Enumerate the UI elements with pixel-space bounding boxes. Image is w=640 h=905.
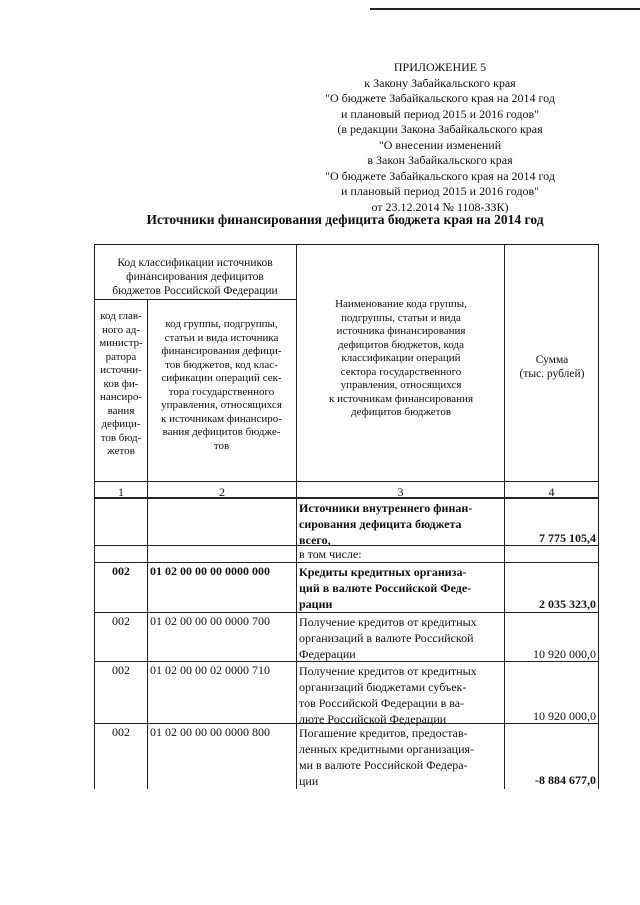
header-admin-code [95,310,147,459]
header-line: дефици- [101,418,141,430]
appendix-line: ПРИЛОЖЕНИЕ 5 [393,60,487,74]
row-admin-code: 002 [112,725,130,739]
header-line: статьи и вида источника [164,331,279,344]
appendix-header [300,60,580,215]
header-line: дефицитов бюджетов [350,406,452,418]
row-amount: 2 035 323,0 [539,597,596,611]
row-amount: 10 920 000,0 [533,709,596,723]
row-admin-code: 002 [112,663,130,677]
appendix-line: в Закон Забайкальского края [367,153,513,167]
grid-line [94,481,599,482]
name-line: тов Российской Федерации в ва- [299,696,465,710]
grid-line [94,299,296,300]
name-line: рации [299,597,333,611]
header-line: источни- [100,364,142,376]
header-line: ного ад- [101,323,141,336]
header-amount [506,353,598,381]
grid-line [94,612,599,613]
name-line: Федерации [299,647,356,661]
appendix-line: и плановый период 2015 и 2016 годов" [340,106,540,121]
name-line: сирования дефицита бюджета [299,517,462,531]
header-line: к источникам финансиро- [161,412,282,425]
header-line: бюджетов Российской Федерации [112,285,278,297]
row-name [299,546,504,562]
header-line: классификации операций [341,352,461,364]
appendix-line: "О бюджете Забайкальского края на 2014 год [325,91,555,105]
name-line: ции [299,774,319,788]
name-line: Получение кредитов от кредитных [299,615,477,629]
row-group-code: 01 02 00 00 02 0000 710 [150,663,270,677]
name-line: всего, [299,533,331,547]
top-rule [370,8,640,10]
name-line: ций в валюте Российской Феде- [299,581,472,595]
header-line: Наименование кода группы, [335,298,467,310]
appendix-line: (в редакции Закона Забайкальского края [337,122,543,136]
header-line: код группы, подгруппы, [165,318,278,330]
header-line: ратора [105,350,137,363]
header-line: ков фи- [103,377,139,390]
grid-line [94,244,599,245]
row-name [299,500,504,548]
header-line: Код классификации источников [117,257,273,269]
row-name [299,614,504,662]
name-line: организаций в валюте Российской [299,631,474,645]
header-line: финансирования дефицитов [126,271,264,283]
appendix-line: "О бюджете Забайкальского края на 2014 год [325,168,555,183]
header-line: управления, относящихся [340,379,462,391]
name-line: ленных кредитными организация- [299,742,475,756]
grid-line [94,562,599,563]
row-admin-code: 002 [112,614,130,628]
header-line: Сумма [535,354,569,366]
header-line: управления, относящихся [161,399,282,411]
header-line: сификации операций сек- [161,372,282,384]
grid-line [296,244,297,789]
document-title: Источники финансирования дефицита бюджета края на 2014 год [146,212,544,227]
header-line: тов бюд- [100,431,142,444]
column-number: 3 [397,485,404,499]
column-number: 1 [118,485,124,499]
header-line: тора государственного [168,385,275,398]
header-classification-code [95,256,295,298]
row-admin-code: 002 [112,564,130,578]
grid-line [504,244,505,789]
column-number: 4 [548,485,555,499]
name-line: Получение кредитов от кредитных [299,664,477,678]
header-line: сектора государственного [340,365,462,378]
row-group-code: 01 02 00 00 00 0000 700 [150,614,270,628]
header-line: (тыс. рублей) [519,368,585,380]
name-line: Источники внутреннего финан- [299,501,473,515]
row-amount: 10 920 000,0 [533,647,596,661]
appendix-line: и плановый период 2015 и 2016 годов" [340,184,540,198]
row-name [299,663,504,727]
header-line: министр- [99,337,143,349]
name-line: Кредиты кредитных организа- [299,565,467,579]
header-line: тов [213,439,230,452]
header-line: вания [107,404,135,417]
header-line: дефицитов бюджетов, кода [337,338,464,351]
header-line: код глав- [100,310,142,322]
appendix-line: от 23.12.2014 № 1108-ЗЗК) [371,199,509,214]
row-amount: 7 775 105,4 [539,531,596,545]
header-line: жетов [107,445,135,457]
name-line: Погашение кредитов, предостав- [299,726,468,740]
header-line: к источникам финансирования [328,392,474,405]
header-line: вания дефицитов бюдже- [162,426,281,438]
header-line: подгруппы, статьи и вида [341,311,461,324]
header-line: источника финансирования [336,325,466,337]
appendix-line: к Закону Забайкальского края [364,75,516,90]
column-number: 2 [219,485,225,499]
name-line: люте Российской Федерации [299,712,447,726]
header-code-name [298,298,504,420]
appendix-line: "О внесении изменений [378,137,502,152]
row-name [299,564,504,612]
header-group-codes [148,318,295,453]
header-line: тов бюджетов, код клас- [165,358,278,371]
row-group-code: 01 02 00 00 00 0000 000 [150,564,270,578]
name-line: в том числе: [299,547,362,561]
name-line: ми в валюте Российской Федера- [299,758,468,772]
row-name [299,725,504,789]
header-line: финансирования дефици- [161,345,282,357]
row-amount: -8 884 677,0 [535,773,596,787]
row-group-code: 01 02 00 00 00 0000 800 [150,725,270,739]
name-line: организаций бюджетами субъек- [299,680,467,694]
header-line: нансиро- [99,391,143,403]
grid-line [598,244,599,789]
